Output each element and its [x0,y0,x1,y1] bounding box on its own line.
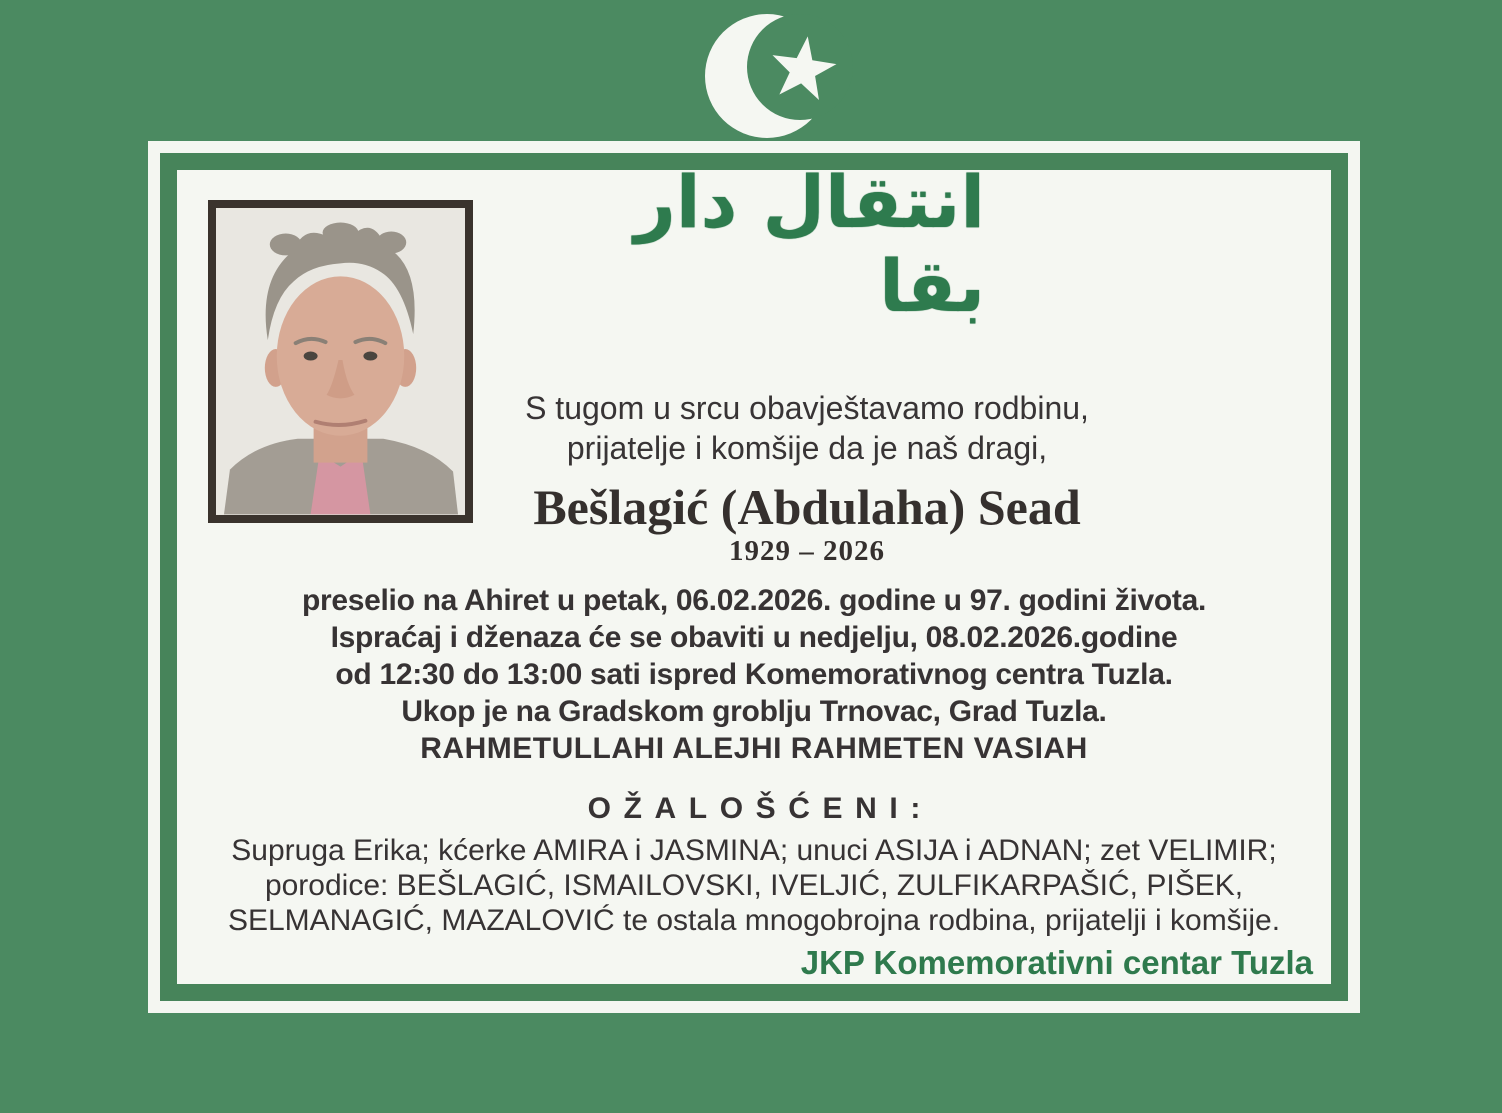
crescent-star-icon [0,0,1502,142]
mourners-heading: OŽALOŠĆENI: [587,792,933,825]
intro-line-1: S tugom u srcu obavještavamo rodbinu, [525,390,1089,426]
mourners-block [177,833,1331,938]
announcement-line: od 12:30 do 13:00 sati ispred Komemorativnog centra Tuzla. [335,658,1173,691]
announcement-line: preselio na Ahiret u petak, 06.02.2026. godine u 97. godini života. [301,584,1207,617]
mourners-line: SELMANAGIĆ, MAZALOVIĆ te ostala mnogobrojna rodbina, prijatelji i komšije. [227,904,1281,937]
arabic-calligraphy: انتقال دار بقا [634,160,985,328]
rahmet-line: RAHMETULLAHI ALEJHI RAHMETEN VASIAH [420,732,1088,765]
obituary-card [148,141,1360,1013]
deceased-years: 1929 – 2026 [729,535,885,567]
deceased-name: Bešlagić (Abdulaha) Sead [533,479,1081,535]
announcement-line: Ukop je na Gradskom groblju Trnovac, Grad Tuzla. [401,695,1107,728]
portrait-illustration [216,208,465,515]
signature: JKP Komemorativni centar Tuzla [800,944,1313,981]
intro-line-2: prijatelje i komšije da je naš dragi, [566,430,1048,466]
obituary-card-border [160,153,1348,1001]
announcement-line: Ispraćaj i dženaza će se obaviti u nedjelju, 08.02.2026.godine [330,621,1178,654]
intro-block [477,388,1137,568]
portrait-photo [208,200,473,523]
mourners-line: porodice: BEŠLAGIĆ, ISMAILOVSKI, IVELJIĆ, ZULFIKARPAŠIĆ, PIŠEK, [264,869,1244,902]
announcement-block [177,582,1331,767]
mourners-line: Supruga Erika; kćerke AMIRA i JASMINA; unuci ASIJA i ADNAN; zet VELIMIR; [231,834,1277,867]
